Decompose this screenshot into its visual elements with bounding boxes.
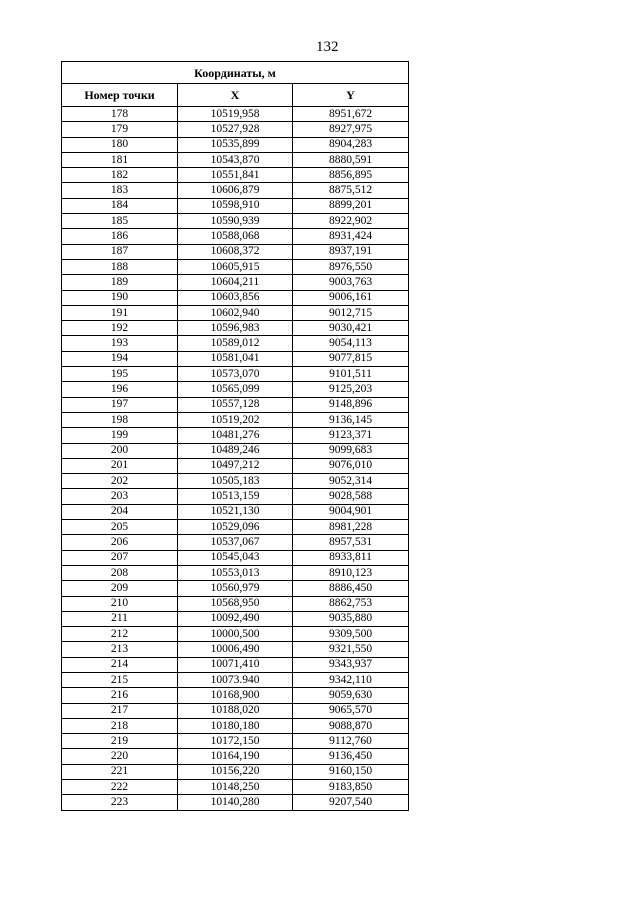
cell-point-number: 214 (62, 657, 178, 672)
cell-point-number: 180 (62, 137, 178, 152)
cell-point-number: 211 (62, 611, 178, 626)
cell-x: 10565,099 (178, 382, 293, 397)
table-row (62, 627, 409, 642)
cell-point-number: 222 (62, 780, 178, 795)
cell-y: 8899,201 (293, 198, 409, 213)
table-row (62, 535, 409, 550)
cell-x: 10006,490 (178, 642, 293, 657)
cell-y: 9099,683 (293, 443, 409, 458)
cell-point-number: 218 (62, 718, 178, 733)
cell-x: 10581,041 (178, 351, 293, 366)
table-row (62, 504, 409, 519)
table-row (62, 152, 409, 167)
cell-point-number: 181 (62, 152, 178, 167)
table-row (62, 107, 409, 122)
cell-point-number: 217 (62, 703, 178, 718)
table-row (62, 596, 409, 611)
cell-y: 8910,123 (293, 565, 409, 580)
cell-x: 10000,500 (178, 627, 293, 642)
table-row (62, 657, 409, 672)
table-row (62, 611, 409, 626)
cell-point-number: 197 (62, 397, 178, 412)
table-row (62, 718, 409, 733)
cell-x: 10560,979 (178, 581, 293, 596)
cell-x: 10156,220 (178, 764, 293, 779)
cell-y: 8922,902 (293, 214, 409, 229)
cell-x: 10188,020 (178, 703, 293, 718)
cell-y: 9309,500 (293, 627, 409, 642)
table-row (62, 168, 409, 183)
cell-x: 10553,013 (178, 565, 293, 580)
cell-y: 8880,591 (293, 152, 409, 167)
table-row (62, 183, 409, 198)
table-row (62, 321, 409, 336)
cell-y: 9065,570 (293, 703, 409, 718)
cell-y: 9006,161 (293, 290, 409, 305)
table-row (62, 795, 409, 810)
cell-y: 8862,753 (293, 596, 409, 611)
cell-x: 10519,958 (178, 107, 293, 122)
table-row (62, 764, 409, 779)
cell-x: 10172,150 (178, 734, 293, 749)
cell-y: 9030,421 (293, 321, 409, 336)
cell-x: 10598,910 (178, 198, 293, 213)
cell-y: 9003,763 (293, 275, 409, 290)
cell-point-number: 216 (62, 688, 178, 703)
table-row (62, 780, 409, 795)
cell-point-number: 205 (62, 520, 178, 535)
cell-point-number: 210 (62, 596, 178, 611)
table-body (62, 107, 409, 811)
cell-point-number: 199 (62, 428, 178, 443)
cell-y: 9207,540 (293, 795, 409, 810)
cell-point-number: 182 (62, 168, 178, 183)
cell-y: 9183,850 (293, 780, 409, 795)
cell-point-number: 203 (62, 489, 178, 504)
cell-point-number: 204 (62, 504, 178, 519)
cell-y: 8886,450 (293, 581, 409, 596)
table-row (62, 458, 409, 473)
cell-point-number: 196 (62, 382, 178, 397)
cell-point-number: 190 (62, 290, 178, 305)
cell-point-number: 194 (62, 351, 178, 366)
cell-y: 9342,110 (293, 672, 409, 687)
cell-y: 8931,424 (293, 229, 409, 244)
cell-y: 9004,901 (293, 504, 409, 519)
cell-y: 9012,715 (293, 305, 409, 320)
table-row (62, 275, 409, 290)
cell-x: 10529,096 (178, 520, 293, 535)
cell-point-number: 207 (62, 550, 178, 565)
cell-point-number: 178 (62, 107, 178, 122)
cell-point-number: 206 (62, 535, 178, 550)
table-row (62, 305, 409, 320)
cell-y: 8875,512 (293, 183, 409, 198)
cell-y: 9343,937 (293, 657, 409, 672)
cell-x: 10168,900 (178, 688, 293, 703)
cell-x: 10603,856 (178, 290, 293, 305)
cell-point-number: 192 (62, 321, 178, 336)
cell-y: 8951,672 (293, 107, 409, 122)
cell-x: 10590,939 (178, 214, 293, 229)
cell-point-number: 183 (62, 183, 178, 198)
table-row (62, 428, 409, 443)
table-row (62, 412, 409, 427)
coordinates-table (61, 61, 409, 811)
cell-point-number: 221 (62, 764, 178, 779)
table-title: Координаты, м (62, 62, 409, 84)
cell-x: 10604,211 (178, 275, 293, 290)
cell-y: 9077,815 (293, 351, 409, 366)
cell-x: 10602,940 (178, 305, 293, 320)
cell-point-number: 188 (62, 259, 178, 274)
cell-point-number: 198 (62, 412, 178, 427)
cell-point-number: 195 (62, 367, 178, 382)
table-row (62, 688, 409, 703)
cell-x: 10180,180 (178, 718, 293, 733)
cell-x: 10608,372 (178, 244, 293, 259)
cell-y: 9125,203 (293, 382, 409, 397)
cell-x: 10605,915 (178, 259, 293, 274)
cell-y: 9054,113 (293, 336, 409, 351)
cell-x: 10527,928 (178, 122, 293, 137)
cell-x: 10588,068 (178, 229, 293, 244)
cell-x: 10543,870 (178, 152, 293, 167)
table-row (62, 565, 409, 580)
page-number: 132 (316, 39, 339, 55)
cell-y: 8927,975 (293, 122, 409, 137)
cell-x: 10573,070 (178, 367, 293, 382)
table-row (62, 520, 409, 535)
cell-y: 9112,760 (293, 734, 409, 749)
cell-y: 9035,880 (293, 611, 409, 626)
cell-y: 9028,588 (293, 489, 409, 504)
cell-point-number: 191 (62, 305, 178, 320)
cell-point-number: 209 (62, 581, 178, 596)
cell-point-number: 220 (62, 749, 178, 764)
cell-point-number: 208 (62, 565, 178, 580)
cell-y: 9136,450 (293, 749, 409, 764)
cell-x: 10551,841 (178, 168, 293, 183)
cell-point-number: 184 (62, 198, 178, 213)
table-row (62, 290, 409, 305)
cell-x: 10513,159 (178, 489, 293, 504)
cell-point-number: 215 (62, 672, 178, 687)
cell-x: 10489,246 (178, 443, 293, 458)
cell-point-number: 200 (62, 443, 178, 458)
cell-point-number: 212 (62, 627, 178, 642)
table-row (62, 137, 409, 152)
column-header-x: X (178, 84, 293, 107)
table-row (62, 397, 409, 412)
table-row (62, 550, 409, 565)
table-row (62, 489, 409, 504)
cell-y: 8957,531 (293, 535, 409, 550)
cell-x: 10557,128 (178, 397, 293, 412)
table-row (62, 259, 409, 274)
table-row (62, 474, 409, 489)
cell-x: 10481,276 (178, 428, 293, 443)
cell-y: 9088,870 (293, 718, 409, 733)
cell-y: 9160,150 (293, 764, 409, 779)
table-row (62, 382, 409, 397)
cell-y: 9052,314 (293, 474, 409, 489)
cell-x: 10568,950 (178, 596, 293, 611)
column-header-point-number: Номер точки (62, 84, 178, 107)
cell-y: 9123,371 (293, 428, 409, 443)
cell-y: 9059,630 (293, 688, 409, 703)
table-row (62, 749, 409, 764)
cell-point-number: 219 (62, 734, 178, 749)
column-header-y: Y (293, 84, 409, 107)
table-row (62, 367, 409, 382)
cell-point-number: 189 (62, 275, 178, 290)
cell-y: 8904,283 (293, 137, 409, 152)
cell-point-number: 223 (62, 795, 178, 810)
table-row (62, 581, 409, 596)
cell-point-number: 186 (62, 229, 178, 244)
table-row (62, 351, 409, 366)
cell-x: 10164,190 (178, 749, 293, 764)
cell-x: 10519,202 (178, 412, 293, 427)
cell-y: 8981,228 (293, 520, 409, 535)
table-row (62, 229, 409, 244)
cell-x: 10596,983 (178, 321, 293, 336)
cell-x: 10497,212 (178, 458, 293, 473)
table-row (62, 244, 409, 259)
cell-x: 10505,183 (178, 474, 293, 489)
table-row (62, 214, 409, 229)
table-row (62, 443, 409, 458)
cell-x: 10140,280 (178, 795, 293, 810)
cell-point-number: 201 (62, 458, 178, 473)
table-row (62, 642, 409, 657)
table-row (62, 122, 409, 137)
cell-y: 9101,511 (293, 367, 409, 382)
cell-point-number: 202 (62, 474, 178, 489)
cell-x: 10535,899 (178, 137, 293, 152)
cell-x: 10071,410 (178, 657, 293, 672)
cell-point-number: 193 (62, 336, 178, 351)
cell-x: 10073.940 (178, 672, 293, 687)
cell-y: 9148,896 (293, 397, 409, 412)
cell-x: 10092,490 (178, 611, 293, 626)
cell-y: 9136,145 (293, 412, 409, 427)
cell-point-number: 187 (62, 244, 178, 259)
cell-x: 10545,043 (178, 550, 293, 565)
cell-y: 8856,895 (293, 168, 409, 183)
cell-x: 10589,012 (178, 336, 293, 351)
cell-y: 9076,010 (293, 458, 409, 473)
cell-x: 10148,250 (178, 780, 293, 795)
cell-x: 10606,879 (178, 183, 293, 198)
cell-x: 10521,130 (178, 504, 293, 519)
table-row (62, 672, 409, 687)
cell-point-number: 213 (62, 642, 178, 657)
cell-point-number: 179 (62, 122, 178, 137)
table-row (62, 336, 409, 351)
table-row (62, 198, 409, 213)
cell-y: 9321,550 (293, 642, 409, 657)
table-row (62, 703, 409, 718)
cell-y: 8933,811 (293, 550, 409, 565)
cell-y: 8937,191 (293, 244, 409, 259)
cell-point-number: 185 (62, 214, 178, 229)
table-row (62, 734, 409, 749)
cell-x: 10537,067 (178, 535, 293, 550)
cell-y: 8976,550 (293, 259, 409, 274)
